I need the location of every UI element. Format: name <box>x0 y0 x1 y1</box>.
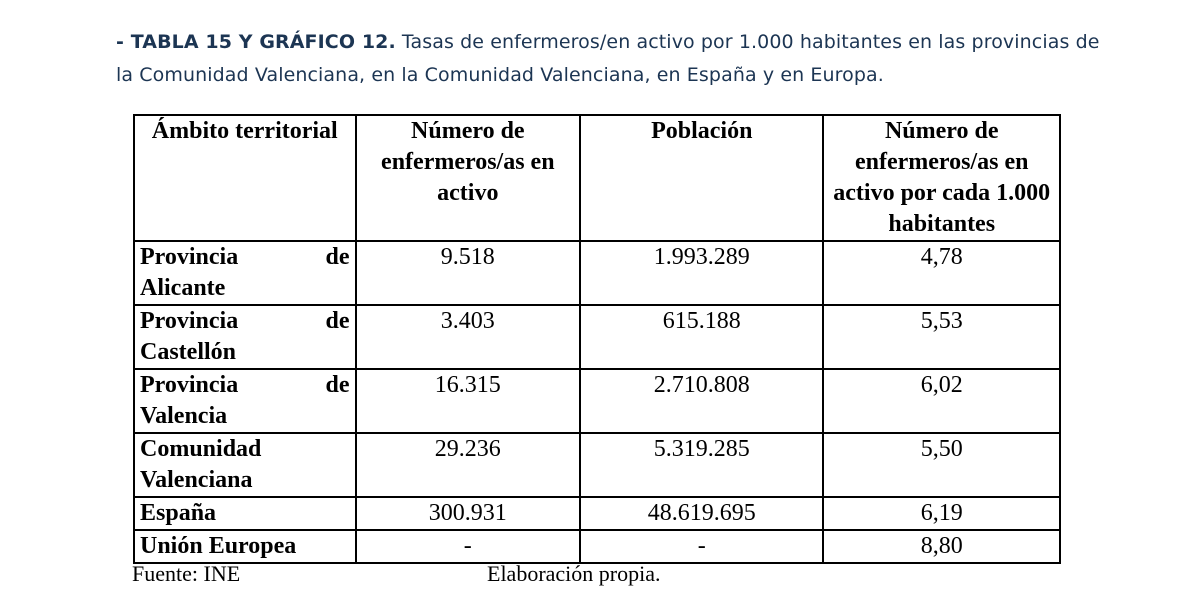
header-rate: Número de enfermeros/as en activo por cada 1.000 habitantes <box>823 115 1060 241</box>
row-nurses: 29.236 <box>356 433 581 497</box>
row-rate: 6,19 <box>823 497 1060 530</box>
table-row <box>134 241 1060 305</box>
table-elaboration-note: Elaboración propia. <box>487 561 661 586</box>
row-nurses: - <box>356 530 581 563</box>
header-nurses: Número de enfermeros/as en activo <box>356 115 581 241</box>
table-row <box>134 305 1060 369</box>
row-population: 2.710.808 <box>580 369 823 433</box>
header-scope: Ámbito territorial <box>134 115 356 241</box>
table-caption <box>116 26 1116 92</box>
row-nurses: 300.931 <box>356 497 581 530</box>
row-population: 5.319.285 <box>580 433 823 497</box>
row-population: 615.188 <box>580 305 823 369</box>
nurses-rate-table <box>133 114 1061 564</box>
table-row <box>134 433 1060 497</box>
row-scope: España <box>134 497 356 530</box>
table-row <box>134 369 1060 433</box>
row-nurses: 9.518 <box>356 241 581 305</box>
caption-title: - TABLA 15 Y GRÁFICO 12. <box>116 31 396 53</box>
table-row <box>134 530 1060 563</box>
row-scope: Provincia de Alicante <box>134 241 356 305</box>
row-rate: 6,02 <box>823 369 1060 433</box>
table-header-row <box>134 115 1060 241</box>
table-source: Fuente: INE <box>132 561 241 586</box>
row-rate: 5,50 <box>823 433 1060 497</box>
row-scope: Unión Europea <box>134 530 356 563</box>
row-population: 48.619.695 <box>580 497 823 530</box>
caption-text: Tasas de enfermeros/en activo por 1.000 habitantes en las provincias de la Comunidad Valenciana, en la Comunidad Valenciana, en España y en Europa. <box>116 31 1100 86</box>
row-population: 1.993.289 <box>580 241 823 305</box>
row-rate: 4,78 <box>823 241 1060 305</box>
row-scope: Provincia de Valencia <box>134 369 356 433</box>
header-population: Población <box>580 115 823 241</box>
row-nurses: 16.315 <box>356 369 581 433</box>
row-rate: 5,53 <box>823 305 1060 369</box>
row-scope: Provincia de Castellón <box>134 305 356 369</box>
row-nurses: 3.403 <box>356 305 581 369</box>
table-row <box>134 497 1060 530</box>
row-population: - <box>580 530 823 563</box>
row-scope: Comunidad Valenciana <box>134 433 356 497</box>
row-rate: 8,80 <box>823 530 1060 563</box>
